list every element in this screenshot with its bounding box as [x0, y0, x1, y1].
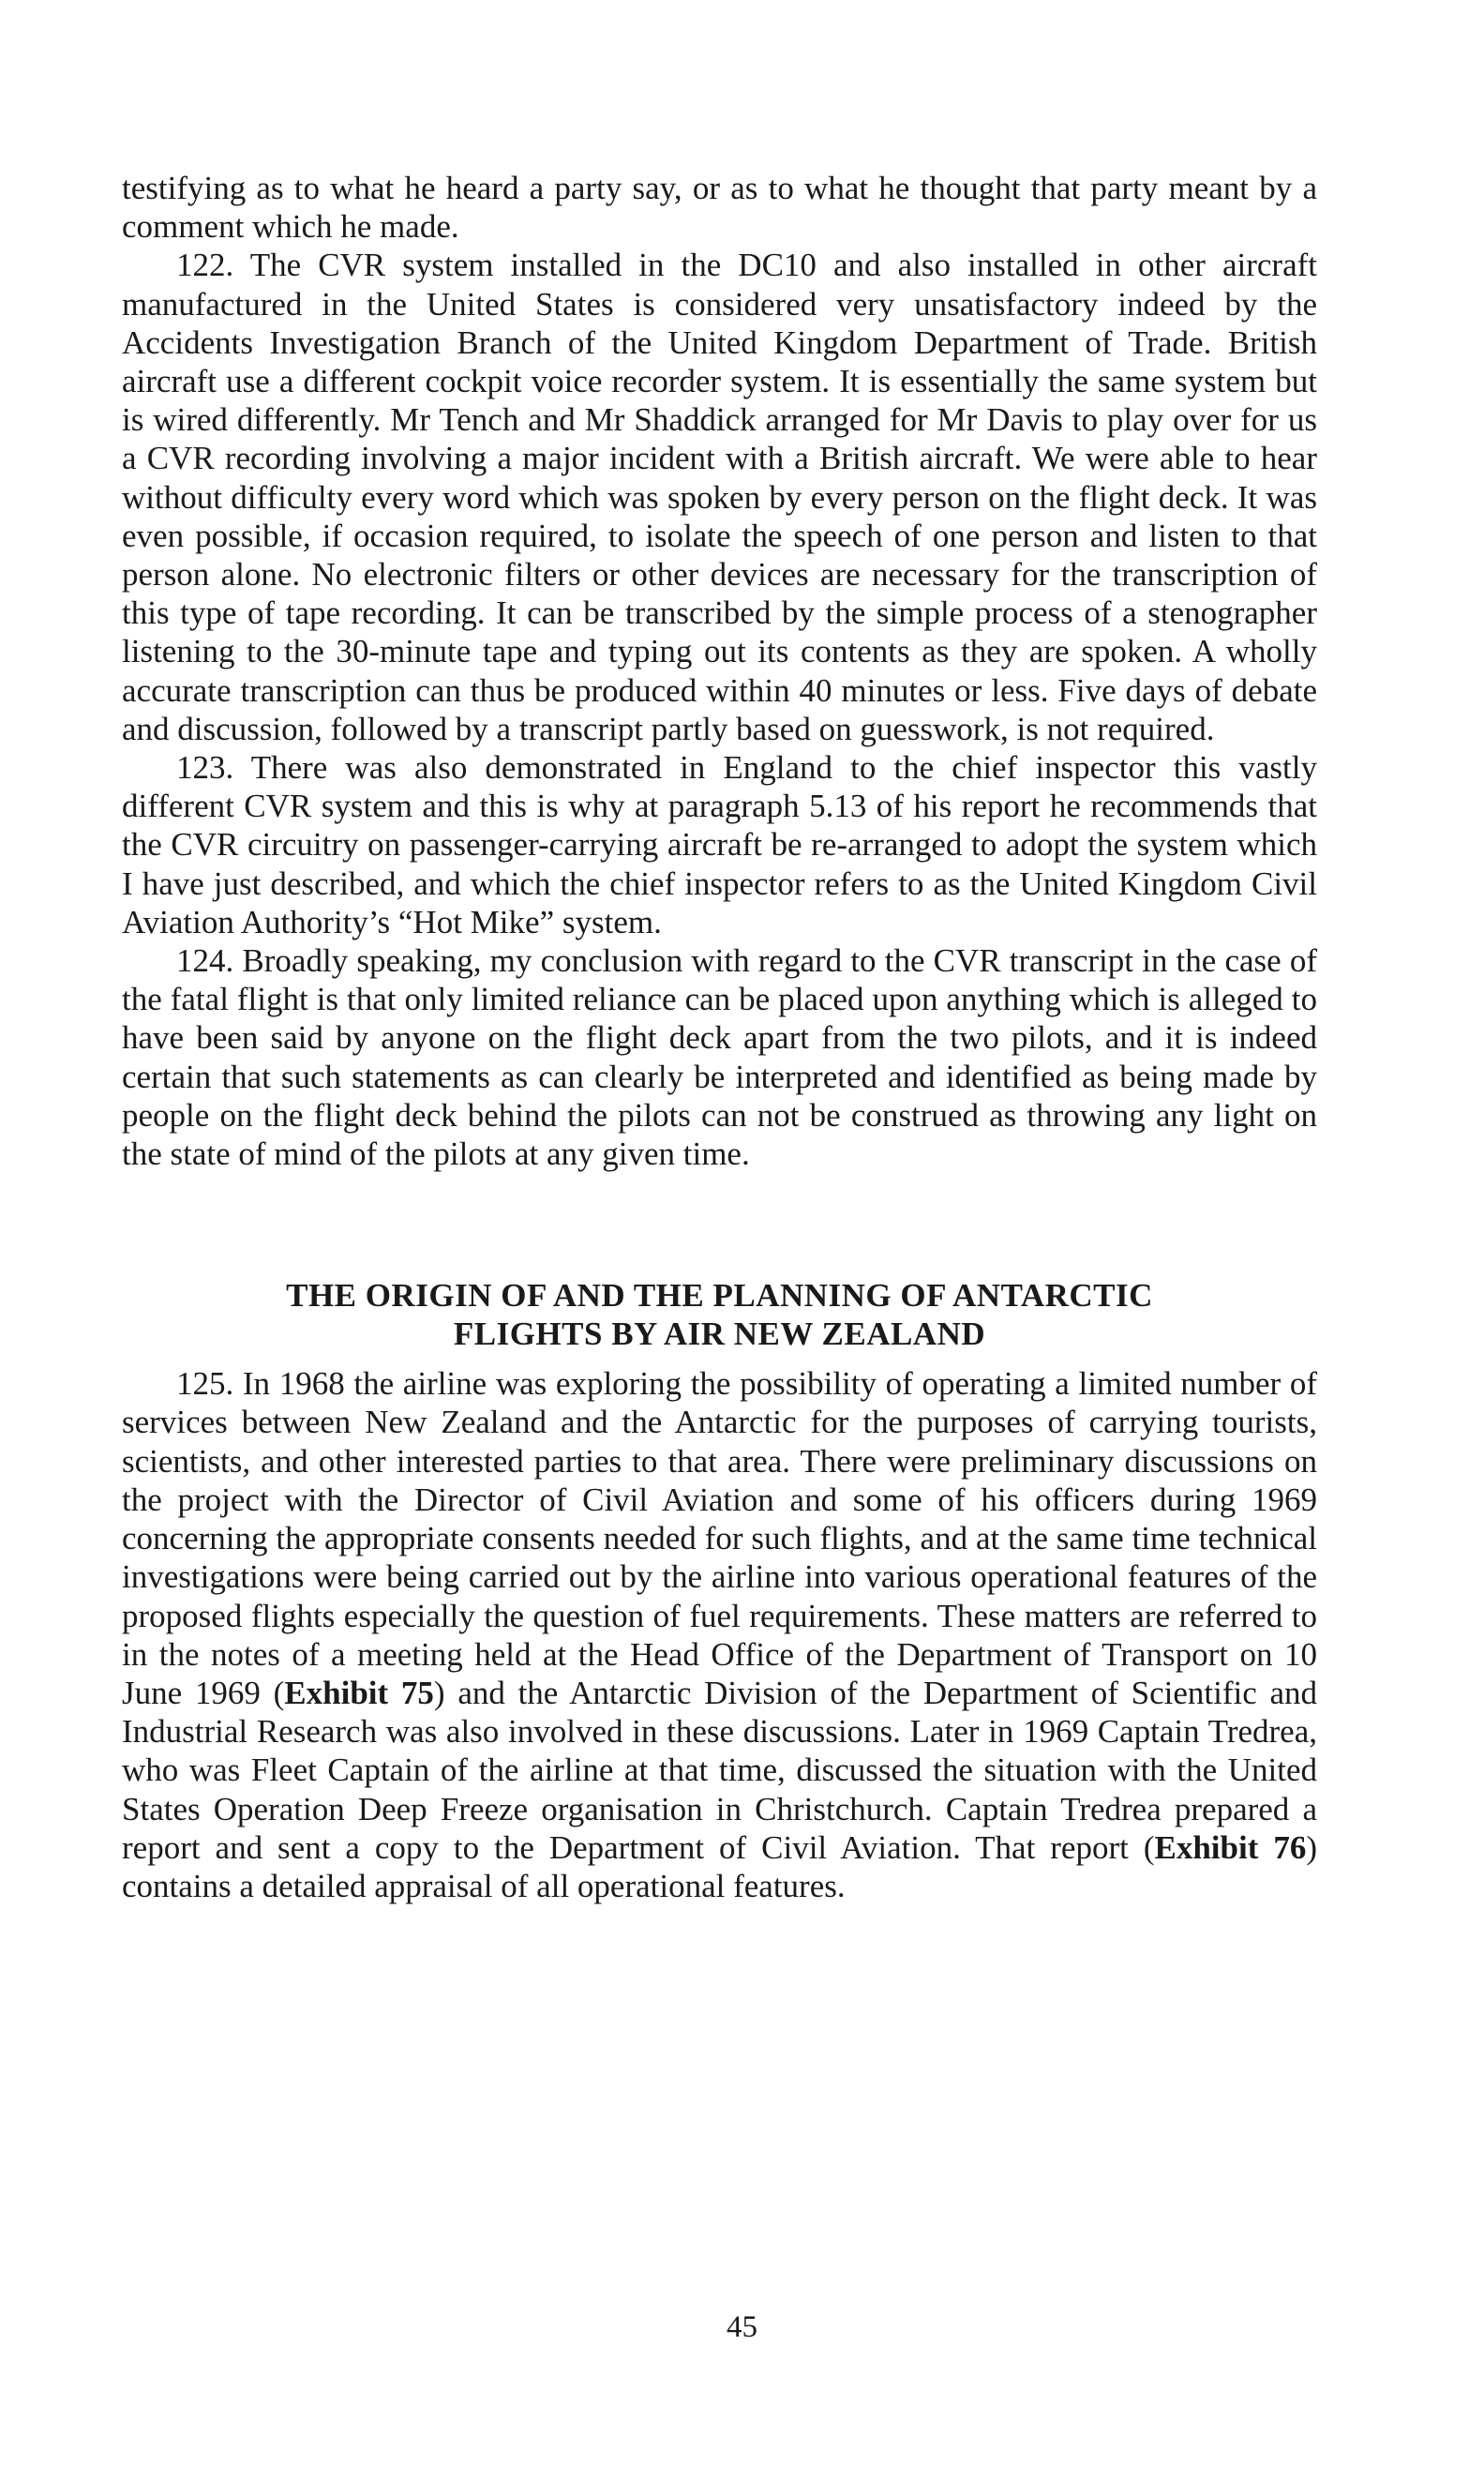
paragraph-124: [122, 941, 1317, 1173]
section-heading: [122, 1276, 1317, 1353]
paragraph-122: [122, 246, 1317, 748]
page-number: 45: [727, 2310, 757, 2344]
paragraph-text-part-2: ) and the Antarctic Division of the Department of Scientific and Industrial Research was also involved in these discussions. Later in 1969 Captain Tredrea, who was Fleet Captain of the airline at that time, discussed the situation with the United States Operation Deep Freeze organisation in Christchurch. Captain Tredrea prepared a report and sent a copy to the Department of Civil Aviation. That report (: [122, 1674, 1318, 1866]
section-heading-line-2: FLIGHTS BY AIR NEW ZEALAND: [453, 1316, 986, 1353]
paragraph-text: Broadly speaking, my conclusion with regard to the CVR transcript in the case of the fatal flight is that only limited reliance can be placed upon anything which is alleged to have been said by anyone on the flight deck apart from the two pilots, and it is indeed certain that such statements as can clearly be interpreted and identified as being made by people on the flight deck behind the pilots can not be construed as throwing any light on the state of mind of the pilots at any given time.: [122, 942, 1318, 1173]
paragraph-123: [122, 748, 1317, 941]
paragraph-125: [122, 1364, 1317, 1905]
paragraph-number: 124.: [176, 942, 234, 980]
paragraph-number: 122.: [176, 247, 234, 284]
paragraph-number: 125.: [176, 1365, 234, 1403]
paragraph-text: There was also demonstrated in England to the chief inspector this vastly different CVR system and this is why at paragraph 5.13 of his report he recommends that the CVR circuitry on passenger-carrying aircraft be re-arranged to adopt the system which I have just described, and which the chief inspector refers to as the United Kingdom Civil Aviation Authority’s “Hot Mike” system.: [122, 749, 1317, 940]
paragraph-text: The CVR system installed in the DC10 and also installed in other aircraft manufactured in the United States is considered very unsatisfactory indeed by the Accidents Investigation Branch of the United Kingdom Department of Trade. British aircraft use a different cockpit voice recorder system. It is essentially the same system but is wired differently. Mr Tench and Mr Shaddick arranged for Mr Davis to play over for us a CVR recording involving a major incident with a British aircraft. We were able to hear without difficulty every word which was spoken by every person on the flight deck. It was even possible, if occasion required, to isolate the speech of one person and listen to that person alone. No electronic filters or other devices are necessary for the transcription of this type of tape recording. It can be transcribed by the simple process of a stenographer listening to the 30-minute tape and typing out its contents as they are spoken. A wholly accurate transcription can thus be produced within 40 minutes or less. Five days of debate and discussion, followed by a transcript partly based on guesswork, is not required.: [122, 247, 1318, 747]
document-page: [122, 169, 1317, 1905]
continuation-paragraph: [122, 169, 1317, 246]
section-heading-line-1: THE ORIGIN OF AND THE PLANNING OF ANTARCTIC: [286, 1277, 1153, 1315]
exhibit-reference-76: Exhibit 76: [1154, 1828, 1307, 1866]
paragraph-text-part-3: ) contains a detailed appraisal of all operational features.: [122, 1828, 1317, 1904]
paragraph-number: 123.: [176, 749, 234, 787]
continuation-text: testifying as to what he heard a party say, or as to what he thought that party meant by a comment which he made.: [122, 170, 1317, 246]
exhibit-reference-75: Exhibit 75: [284, 1674, 434, 1711]
paragraph-text-part-1: In 1968 the airline was exploring the possibility of operating a limited number of services between New Zealand and the Antarctic for the purposes of carrying tourists, scientists, and other interested parties to that area. There were preliminary discussions on the project with the Director of Civil Aviation and some of his officers during 1969 concerning the appropriate consents needed for such flights, and at the same time technical investigations were being carried out by the airline into various operational features of the proposed flights especially the question of fuel requirements. These matters are referred to in the notes of a meeting held at the Head Office of the Department of Transport on 10 June 1969 (: [122, 1365, 1317, 1711]
